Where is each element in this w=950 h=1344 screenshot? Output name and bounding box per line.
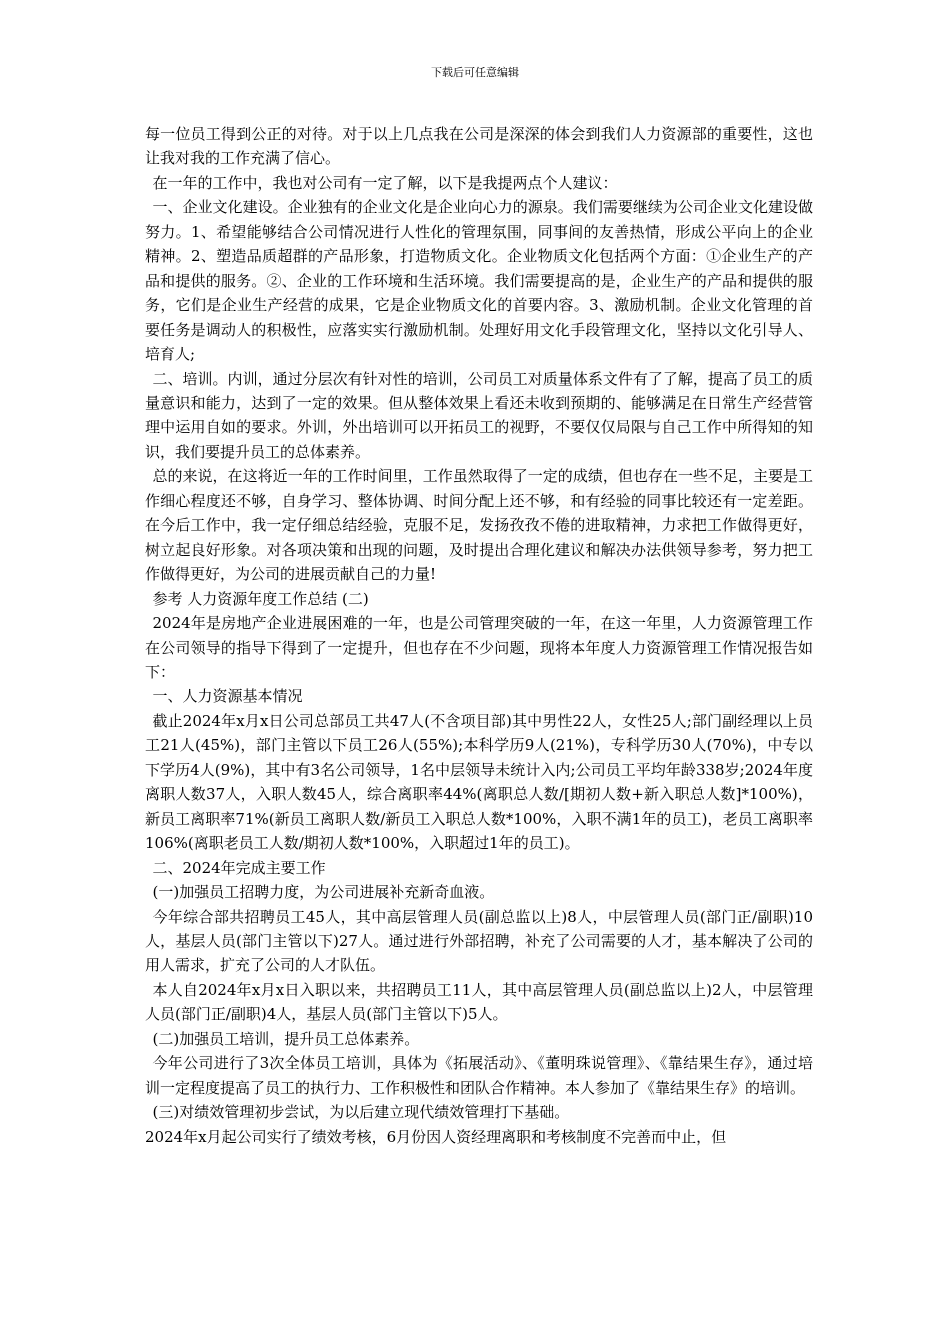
paragraph: 今年公司进行了3次全体员工培训，具体为《拓展活动》、《董明珠说管理》、《靠结果生存》，通过培训一定程度提高了员工的执行力、工作积极性和团队合作精神。本人参加了《靠结果生存》的培训。 [145, 1054, 813, 1097]
paragraph: 在一年的工作中，我也对公司有一定了解，以下是我提两点个人建议： [152, 173, 618, 192]
section-paragraph: 二、培训。内训，通过分层次有针对性的培训，公司员工对质量体系文件有了了解，提高了员工的质量意识和能力，达到了一定的效果。但从整体效果上看还未收到预期的、能够满足在日常生产经营管理中运用自如的要求。外训，外出培训可以开拓员工的视野，不要仅仅局限与自己工作中所得知的知识，我们要提升员工的总体素养。 [145, 369, 813, 461]
page-header: 下载后可任意编辑 [431, 66, 519, 79]
subsection-heading: (一)加强员工招聘力度，为公司进展补充新奇血液。 [152, 883, 495, 902]
section-heading: 参考 人力资源年度工作总结 (二) [152, 589, 369, 608]
paragraph: 本人自2024年x月x日入职以来，共招聘员工11人，其中高层管理人员(副总监以上)2人，中层管理人员(部门正/副职)4人，基层人员(部门主管以下)5人。 [145, 980, 813, 1024]
section-paragraph: 一、企业文化建设。企业独有的企业文化是企业向心力的源泉。我们需要继续为公司企业文化建设做努力。1、希望能够结合公司情况进行人性化的管理氛围，同事间的友善热情，形成公平向上的企业精神。2、塑造品质超群的产品形象，打造物质文化。企业物质文化包括两个方面：①企业生产的产品和提供的服务。②、企业的工作环境和生活环境。我们需要提高的是，企业生产的产品和提供的服务，它们是企业生产经营的成果，它是企业物质文化的首要内容。3、激励机制。企业文化管理的首要任务是调动人的积极性，应落实实行激励机制。处理好用文化手段管理文化，坚持以文化引导人、培育人; [145, 198, 813, 364]
paragraph: 总的来说，在这将近一年的工作时间里，工作虽然取得了一定的成绩，但也存在一些不足，主要是工作细心程度还不够，自身学习、整体协调、时间分配上还不够，和有经验的同事比较还有一定差距。在今后工作中，我一定仔细总结经验，克服不足，发扬孜孜不倦的进取精神，力求把工作做得更好，树立起良好形象。对各项决策和出现的问题，及时提出合理化建议和解决办法供领导参考，努力把工作做得更好，为公司的进展贡献自己的力量! [145, 467, 813, 584]
paragraph: 截止2024年x月x日公司总部员工共47人(不含项目部)其中男性22人，女性25人;部门副经理以上员工21人(45%)，部门主管以下员工26人(55%);本科学历9人(21%)，专科学历30人(70%)，中专以下学历4人(9%)，其中有3名公司领导，1名中层领导未统计入内;公司员工平均年龄338岁;2024年度离职人数37人，入职人数45人，综合离职率44%(离职总人数/[期初人数+新入职总人数]*100%)，新员工离职率71%(新员工离职人数/新员工入职总人数*100%，入职不满1年的员工)，老员工离职率106%(离职老员工人数/期初人数*100%，入职超过1年的员工)。 [145, 711, 813, 853]
section-heading: 二、2024年完成主要工作 [152, 858, 326, 877]
paragraph: 今年综合部共招聘员工45人，其中高层管理人员(副总监以上)8人，中层管理人员(部门正/副职)10人，基层人员(部门主管以下)27人。通过进行外部招聘，补充了公司需要的人才，基本解决了公司的用人需求，扩充了公司的人才队伍。 [145, 907, 813, 975]
section-heading: 一、人力资源基本情况 [152, 687, 303, 706]
document-body [145, 122, 813, 1149]
subsection-heading: (二)加强员工培训，提升员工总体素养。 [152, 1029, 420, 1048]
paragraph: 2024年x月起公司实行了绩效考核，6月份因人资经理离职和考核制度不完善而中止，但 [145, 1127, 727, 1146]
subsection-heading: (三)对绩效管理初步尝试，为以后建立现代绩效管理打下基础。 [152, 1103, 570, 1122]
paragraph: 每一位员工得到公正的对待。对于以上几点我在公司是深深的体会到我们人力资源部的重要性，这也让我对我的工作充满了信心。 [145, 125, 813, 168]
paragraph: 2024年是房地产企业进展困难的一年，也是公司管理突破的一年，在这一年里，人力资源管理工作在公司领导的指导下得到了一定提升，但也存在不少问题，现将本年度人力资源管理工作情况报告如下： [145, 614, 813, 681]
